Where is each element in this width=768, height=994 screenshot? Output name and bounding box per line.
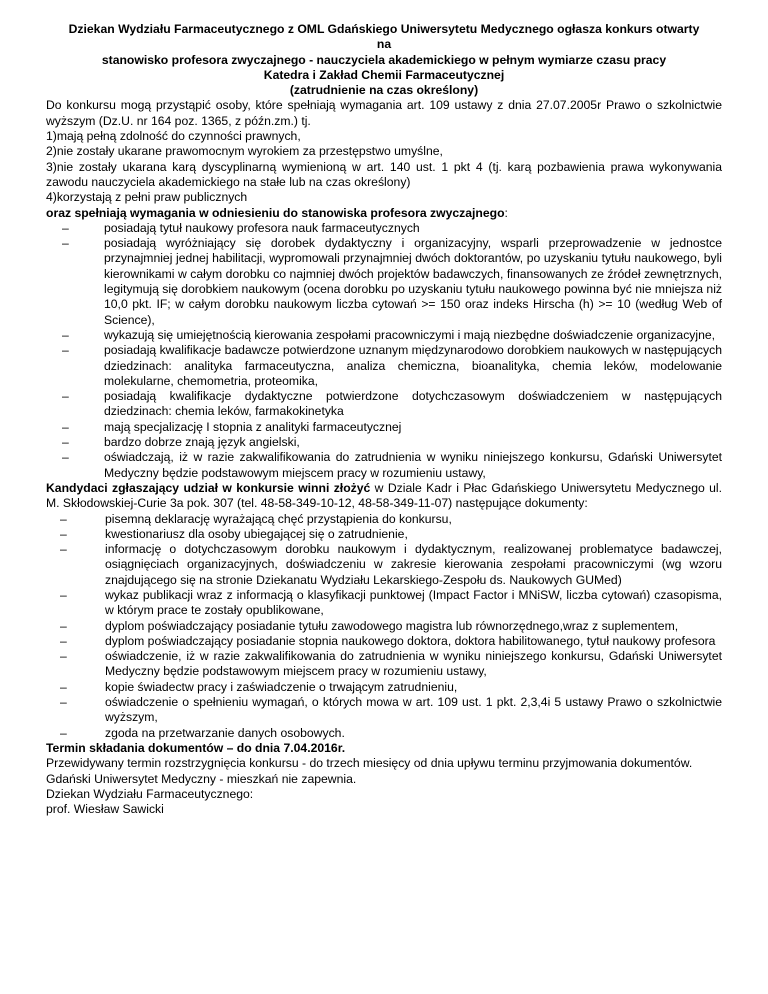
requirement-item: – posiadają kwalifikacje dydaktyczne potwierdzone dotychczasowym doświadczeniem w następujących dziedzinach: chemia leków, farmakokinetyka <box>46 389 722 420</box>
document-item: – pisemną deklarację wyrażającą chęć przystąpienia do konkursu, <box>46 512 722 527</box>
header-line-3: stanowisko profesora zwyczajnego - nauczyciela akademickiego w pełnym wymiarze czasu pracy <box>101 52 667 67</box>
requirements-heading-text: oraz spełniają wymagania w odniesieniu do stanowiska profesora zwyczajnego <box>46 205 505 220</box>
deadline: Termin składania dokumentów – do dnia 7.04.2016r. <box>46 740 346 755</box>
signature-title: Dziekan Wydziału Farmaceutycznego: <box>46 786 254 801</box>
documents-list <box>46 512 722 741</box>
requirement-item: – posiadają tytuł naukowy profesora nauk farmaceutycznych <box>46 221 722 236</box>
document-item: – zgoda na przetwarzanie danych osobowych. <box>46 726 722 741</box>
document-item: – kopie świadectw pracy i zaświadczenie o trwającym zatrudnieniu, <box>46 680 722 695</box>
document-item: – dyplom poświadczający posiadanie tytułu zawodowego magistra lub równorzędnego,wraz z suplementem, <box>46 619 722 634</box>
requirement-item: – mają specjalizację I stopnia z analityki farmaceutycznej <box>46 420 722 435</box>
requirements-heading-colon: : <box>504 205 508 220</box>
candidates-paragraph <box>46 481 722 512</box>
condition-item: 2)nie zostały ukarane prawomocnym wyrokiem za przestępstwo umyślne, <box>46 144 443 159</box>
document-item: – oświadczenie, iż w razie zakwalifikowania do zatrudnienia w wyniku niniejszego konkursu, Gdański Uniwersytet Medyczny będzie podstawowym miejscem pracy w rozumieniu ustawy, <box>46 649 722 680</box>
document-item: – kwestionariusz dla osoby ubiegającej się o zatrudnienie, <box>46 527 722 542</box>
requirement-item: – oświadczają, iż w razie zakwalifikowania do zatrudnienia w wyniku niniejszego konkursu, Gdański Uniwersytet Medyczny będzie podstawowym miejscem pracy w rozumieniu ustawy, <box>46 450 722 481</box>
requirement-item: – bardzo dobrze znają język angielski, <box>46 435 722 450</box>
document-item: – dyplom poświadczający posiadanie stopnia naukowego doktora, doktora habilitowanego, tytuł naukowy profesora <box>46 634 722 649</box>
housing-note: Gdański Uniwersytet Medyczny - mieszkań nie zapewnia. <box>46 771 357 786</box>
candidates-lead: Kandydaci zgłaszający udział w konkursie winni złożyć <box>46 480 371 495</box>
announcement-header <box>46 22 722 98</box>
intro-paragraph: Do konkursu mogą przystąpić osoby, które spełniają wymagania art. 109 ustawy z dnia 27.07.2005r Prawo o szkolnictwie wyższym (Dz.U. nr 164 poz. 1365, z późn.zm.) tj. <box>46 98 722 128</box>
header-line-2: na <box>376 37 392 52</box>
document-item: – oświadczenie o spełnieniu wymagań, o których mowa w art. 109 ust. 1 pkt. 2,3,4i 5 ustawy Prawo o szkolnictwie wyższym, <box>46 695 722 726</box>
requirements-list <box>46 221 722 481</box>
resolution-date: Przewidywany termin rozstrzygnięcia konkursu - do trzech miesięcy od dnia upływu terminu przyjmowania dokumentów. <box>46 756 693 771</box>
header-line-4: Katedra i Zakład Chemii Farmaceutycznej <box>263 67 505 82</box>
condition-item: 3)nie zostały ukarana karą dyscyplinarną wymienioną w art. 140 ust. 1 pkt 4 (tj. karą pozbawienia prawa wykonywania zawodu nauczyciela akademickiego na stałe lub na czas określony) <box>46 159 722 189</box>
requirement-item: – posiadają wyróżniający się dorobek dydaktyczny i organizacyjny, wsparli przeprowadzenie w jednostce przynajmniej jednej habilitacji, wypromowali przynajmniej dwóch doktorantów, po uzyskaniu tytułu naukowego, byli kierownikami w całym dorobku co najmniej dwóch projektów badawczych, finansowanych ze źródeł zewnętrznych, legitymują się dorobkiem naukowym (ocena dorobku po uzyskaniu tytułu naukowego powinna być nie mniejsza niż 10,0 pkt. IF; w całym dorobku naukowym liczba cytowań >= 150 oraz indeks Hirscha (h) >= 10 (według Web of Science), <box>46 236 722 328</box>
condition-item: 4)korzystają z pełni praw publicznych <box>46 190 248 205</box>
document-item: – wykaz publikacji wraz z informacją o klasyfikacji punktowej (Impact Factor i MNiSW, liczba cytowań) czasopisma, w którym prace te zostały opublikowane, <box>46 588 722 619</box>
candidates-text: w Dziale Kadr i Płac Gdańskiego Uniwersytetu Medycznego ul. M. Skłodowskiej-Curie 3a pok. 307 (tel. 48-58-349-10-12, 48-58-349-11-07) następujące dokumenty: <box>46 480 723 511</box>
conditions-list <box>46 129 722 205</box>
signature-name: prof. Wiesław Sawicki <box>46 802 164 817</box>
requirements-heading <box>46 206 722 221</box>
header-line-5: (zatrudnienie na czas określony) <box>289 83 479 98</box>
document-item: – informację o dotychczasowym dorobku naukowym i dydaktycznym, realizowanej problematyce badawczej, osiągnięciach organizacyjnych, doświadczeniu w zakresie kierowania zespołami pracowniczymi (wg wzoru znajdującego się na stronie Dziekanatu Wydziału Lekarskiego-Zespołu ds. Naukowych GUMed) <box>46 542 722 588</box>
header-line-1: Dziekan Wydziału Farmaceutycznego z OML Gdańskiego Uniwersytetu Medycznego ogłasza konkurs otwarty <box>68 22 700 36</box>
requirement-item: – posiadają kwalifikacje badawcze potwierdzone uznanym międzynarodowo dorobkiem naukowych w następujących dziedzinach: analityka farmaceutyczna, analiza chemiczna, bioanalityka, chemia leków, modelowanie molekularne, chemometria, proteomika, <box>46 343 722 389</box>
requirement-item: – wykazują się umiejętnością kierowania zespołami pracowniczymi i mają niezbędne doświadczenie organizacyjne, <box>46 328 722 343</box>
condition-item: 1)mają pełną zdolność do czynności prawnych, <box>46 129 301 144</box>
